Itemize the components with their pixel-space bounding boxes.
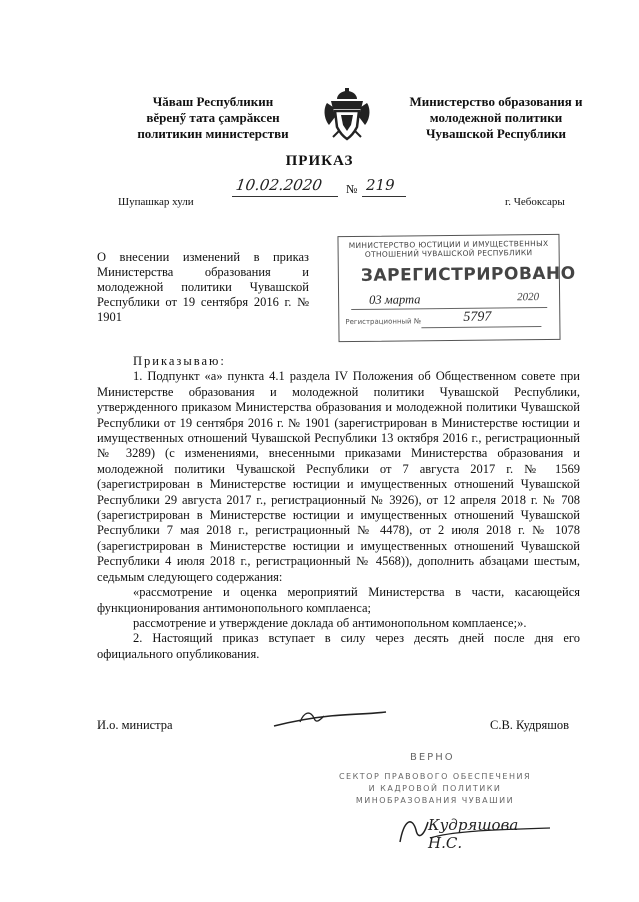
- registration-stamp-org: [345, 239, 553, 259]
- order-subject: О внесении изменений в приказ Министерства образования и молодежной политики Чувашской Республики от 19 сентября 2016 г. № 1901: [97, 250, 309, 324]
- cert-stamp-handwriting: Кудряшова Н.С.: [428, 816, 519, 852]
- order-number: 219: [366, 176, 395, 194]
- place-chuvash: Шупашкар хули: [118, 196, 194, 208]
- order-paragraph-2: 2. Настоящий приказ вступает в силу через десять дней после дня его официального опубликования.: [97, 631, 580, 661]
- cert-stamp-line: И КАДРОВОЙ ПОЛИТИКИ: [368, 784, 502, 793]
- signatory-name: С.В. Кудряшов: [490, 718, 570, 732]
- header-left-line: вĕренӳ тата çамрăксен: [146, 110, 280, 125]
- order-quote-1: «рассмотрение и оценка мероприятий Министерства в части, касающейся функционирования антимонопольного комплаенса;: [97, 585, 580, 615]
- registration-stamp-org-line: МИНИСТЕРСТВО ЮСТИЦИИ И ИМУЩЕСТВЕННЫХ: [348, 238, 549, 251]
- cert-stamp-verno: ВЕРНО: [410, 752, 455, 763]
- document-title: ПРИКАЗ: [285, 153, 354, 169]
- header-left-line: политикин министерстви: [137, 126, 289, 141]
- header-right-line: Чувашской Республики: [425, 126, 567, 141]
- registration-stamp-label: Регистрационный №: [345, 317, 422, 327]
- header-right-line: Министерство образования и: [409, 94, 583, 109]
- order-intro: Приказываю:: [133, 354, 226, 368]
- order-quote-2: рассмотрение и утверждение доклада об антимонопольном комплаенсе;».: [133, 615, 527, 630]
- signature-icon: [270, 700, 390, 736]
- order-number-label: №: [346, 182, 358, 196]
- signatory-role: И.о. министра: [97, 718, 173, 732]
- date-underline: [232, 196, 338, 197]
- header-right-line: молодежной политики: [429, 110, 563, 125]
- header-right-russian: [396, 94, 596, 142]
- order-body: [97, 354, 580, 662]
- header-left-line: Чăваш Республикин: [152, 94, 274, 109]
- registration-stamp-word: ЗАРЕГИСТРИРОВАНО: [360, 263, 576, 286]
- cert-stamp-line: МИНОБРАЗОВАНИЯ ЧУВАШИИ: [355, 796, 515, 805]
- registration-stamp: [337, 234, 576, 342]
- certification-stamp: [330, 752, 550, 882]
- order-paragraph-1: 1. Подпункт «а» пункта 4.1 раздела IV Положения об Общественном совете при Министерстве образования и молодежной политики Чувашской Республики, утвержденного приказом Министерства образования и молодежной политики Чувашской Республики от 19 сентября 2016 г. № 1901 (зарегистрирован в Министерстве юстиции и имущественных отношений Чувашской Республики 13 октября 2016 г., регистрационный № 3289) (с изменениями, внесенными приказами Министерства образования и молодежной политики Чувашской Республики от 7 августа 2017 г. № 1569 (зарегистрирован в Министерстве юстиции и имущественных отношений Чувашской Республики 29 августа 2017 г., регистрационный № 3926), от 12 апреля 2018 г. № 708 (зарегистрирован в Министерстве юстиции и имущественных отношений Чувашской Республики 7 мая 2018 г., регистрационный № 4478), от 2 июля 2018 г. № 1078 (зарегистрирован в Министерстве юстиции и имущественных отношений Чувашской Республики 4 июля 2018 г., регистрационный № 4568)), дополнить абзацами шестым, седьмым следующего содержания:: [97, 369, 580, 584]
- registration-stamp-date: 03 марта: [369, 292, 421, 307]
- registration-number-line: [421, 326, 541, 328]
- place-russian: г. Чебоксары: [505, 196, 565, 208]
- registration-stamp-org-line: ОТНОШЕНИЙ ЧУВАШСКОЙ РЕСПУБЛИКИ: [364, 248, 533, 259]
- registration-stamp-year: 2020: [517, 291, 540, 304]
- registration-stamp-number: 5797: [463, 309, 492, 325]
- order-date: 10.02.2020: [234, 176, 324, 194]
- cert-stamp-line: СЕКТОР ПРАВОВОГО ОБЕСПЕЧЕНИЯ: [338, 772, 532, 781]
- emblem-icon: [321, 87, 373, 143]
- number-underline: [362, 196, 406, 197]
- header-left-chuvash: [118, 94, 308, 142]
